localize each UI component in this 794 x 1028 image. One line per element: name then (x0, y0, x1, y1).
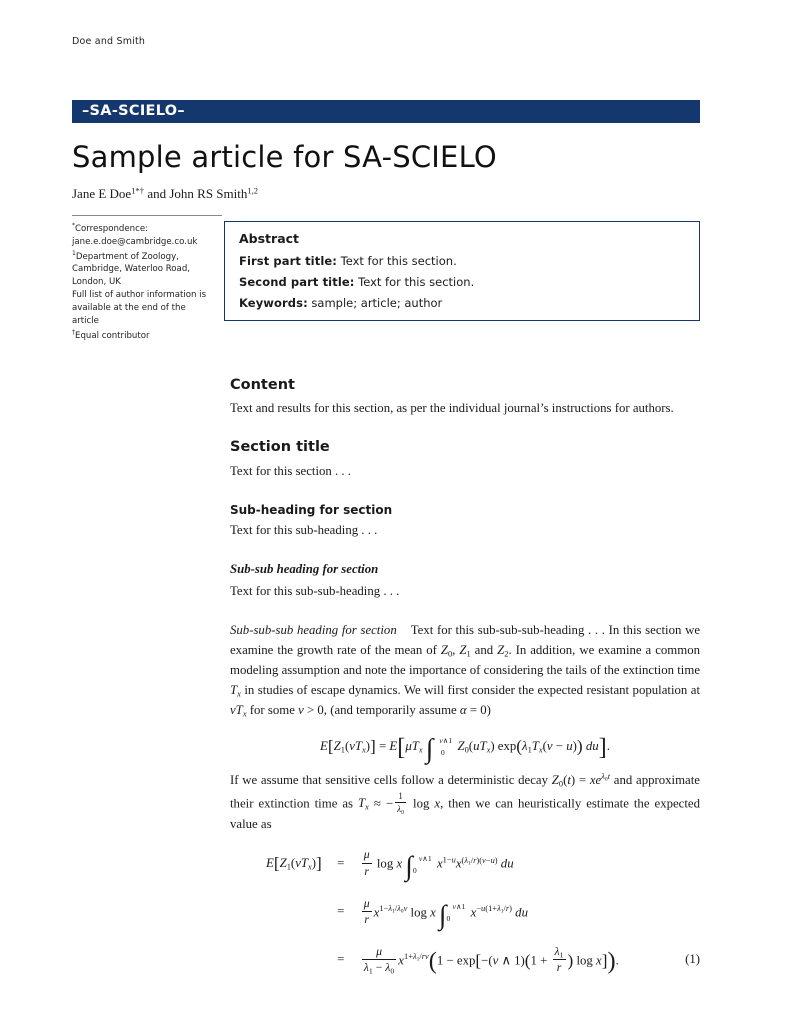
equation-array (266, 848, 700, 974)
abstract-item-second (239, 275, 685, 289)
correspondence-block: *Correspondence: jane.e.doe@cambridge.co.uk $^1$Department of Zoology, Cambridge, Waterloo Road, London, UK Full list of author information is available at the end of the article †Equal contributor (72, 222, 207, 341)
sub-paragraph: Text for this sub-heading . . . (230, 523, 378, 538)
journal-banner (72, 100, 700, 123)
subsub-paragraph: Text for this sub-sub-heading . . . (230, 584, 400, 599)
content-paragraph: Text and results for this section, as per the individual journal’s instructions for authors. (230, 401, 674, 416)
subsubsub-paragraph-text: Text for this sub-sub-sub-heading . . . In this section we examine the growth rate of the mean of $Z_0$, $Z_1$ and $Z_2$. In addition, we examine a common modeling assumption and note the importance of considering the tails of the extinction time $T_x$ in studies of escape dynamics. We will first consider the expected resistant population at $vT_x$ for some v > 0, (and temporarily assume α = 0) (230, 623, 701, 719)
eq-row3-rhs: $\frac{\mu}{\lambda_1 - \lambda_0}$ $x^{1+\lambda_1/rv}(1 - \exp[-(v$ ∧ 1)(1 + $\frac{\lambda_1}{r}$ ) log x]). (363, 944, 619, 976)
heading-sub: Sub-heading for section (230, 502, 393, 517)
after-equation-paragraph: If we assume that sensitive cells follow a deterministic decay $Z_0(t) = xe^{\lambda_0t}$ and approximate their extinction time as $T_x$ ≈ − $\frac{1}{\lambda_0}$ log x, then we can heuristically estimate the expected value as (230, 771, 700, 831)
eq-row2-rhs: $\frac{\mu}{r}$ $x^{1-\lambda_1/\lambda_0v}$ log x ∫ v∧1 0 $x^{-u(1+\lambda_1/r)}$ du (363, 896, 528, 930)
abstract-item-first (239, 254, 685, 268)
abstract-heading: Abstract (239, 231, 300, 246)
abstract-item-text: sample; article; author (307, 296, 443, 310)
eq-row2-rel: = (337, 903, 345, 918)
eq-row1-lhs: $E[Z_1(vT_x)]$ (266, 853, 322, 873)
eq-row3-rel: = (337, 951, 345, 966)
journal-banner-label: –SA-SCIELO– (82, 103, 185, 119)
sidebar-abstract-row (72, 221, 700, 343)
heading-content: Content (230, 376, 295, 393)
abstract-item-label: Keywords: (239, 296, 308, 310)
running-head: Doe and Smith (72, 36, 146, 47)
heading-section-title: Section title (230, 439, 330, 456)
eq-row1-rel: = (337, 855, 345, 870)
eq-row3-number: (1) (685, 951, 700, 966)
eq-row1-rhs: $\frac{\mu}{r}$ log x ∫ v∧1 0 $x^{1-u}x^{(\lambda_1/r)(v-u)}$ du (363, 848, 514, 882)
subsubsub-paragraph (230, 621, 700, 721)
sidebar-divider (72, 215, 222, 216)
abstract-item-text: Text for this section. (336, 254, 457, 268)
abstract-item-text: Text for this section. (354, 275, 475, 289)
author-line: Jane E Doe$^{1*\dagger}$ and John RS Smith$^{1,2}$ (72, 185, 259, 201)
display-equation: $E[Z_1(vT_x)] = E[\mu T_x$ ∫ v∧1 0 $Z_0(uT_x) \exp(\lambda_1T_x(v - u))$ du]. (320, 732, 610, 764)
abstract-item-label: Second part title: (239, 275, 355, 289)
abstract-item-label: First part title: (239, 254, 337, 268)
section-paragraph: Text for this section . . . (230, 463, 352, 478)
article-body (230, 374, 700, 975)
heading-subsub: Sub-sub heading for section (230, 562, 379, 577)
article-title: Sample article for SA-SCIELO (72, 140, 497, 174)
heading-subsubsub: Sub-sub-sub heading for section (230, 623, 397, 638)
abstract-item-keywords (239, 296, 685, 310)
abstract-box (224, 221, 700, 321)
